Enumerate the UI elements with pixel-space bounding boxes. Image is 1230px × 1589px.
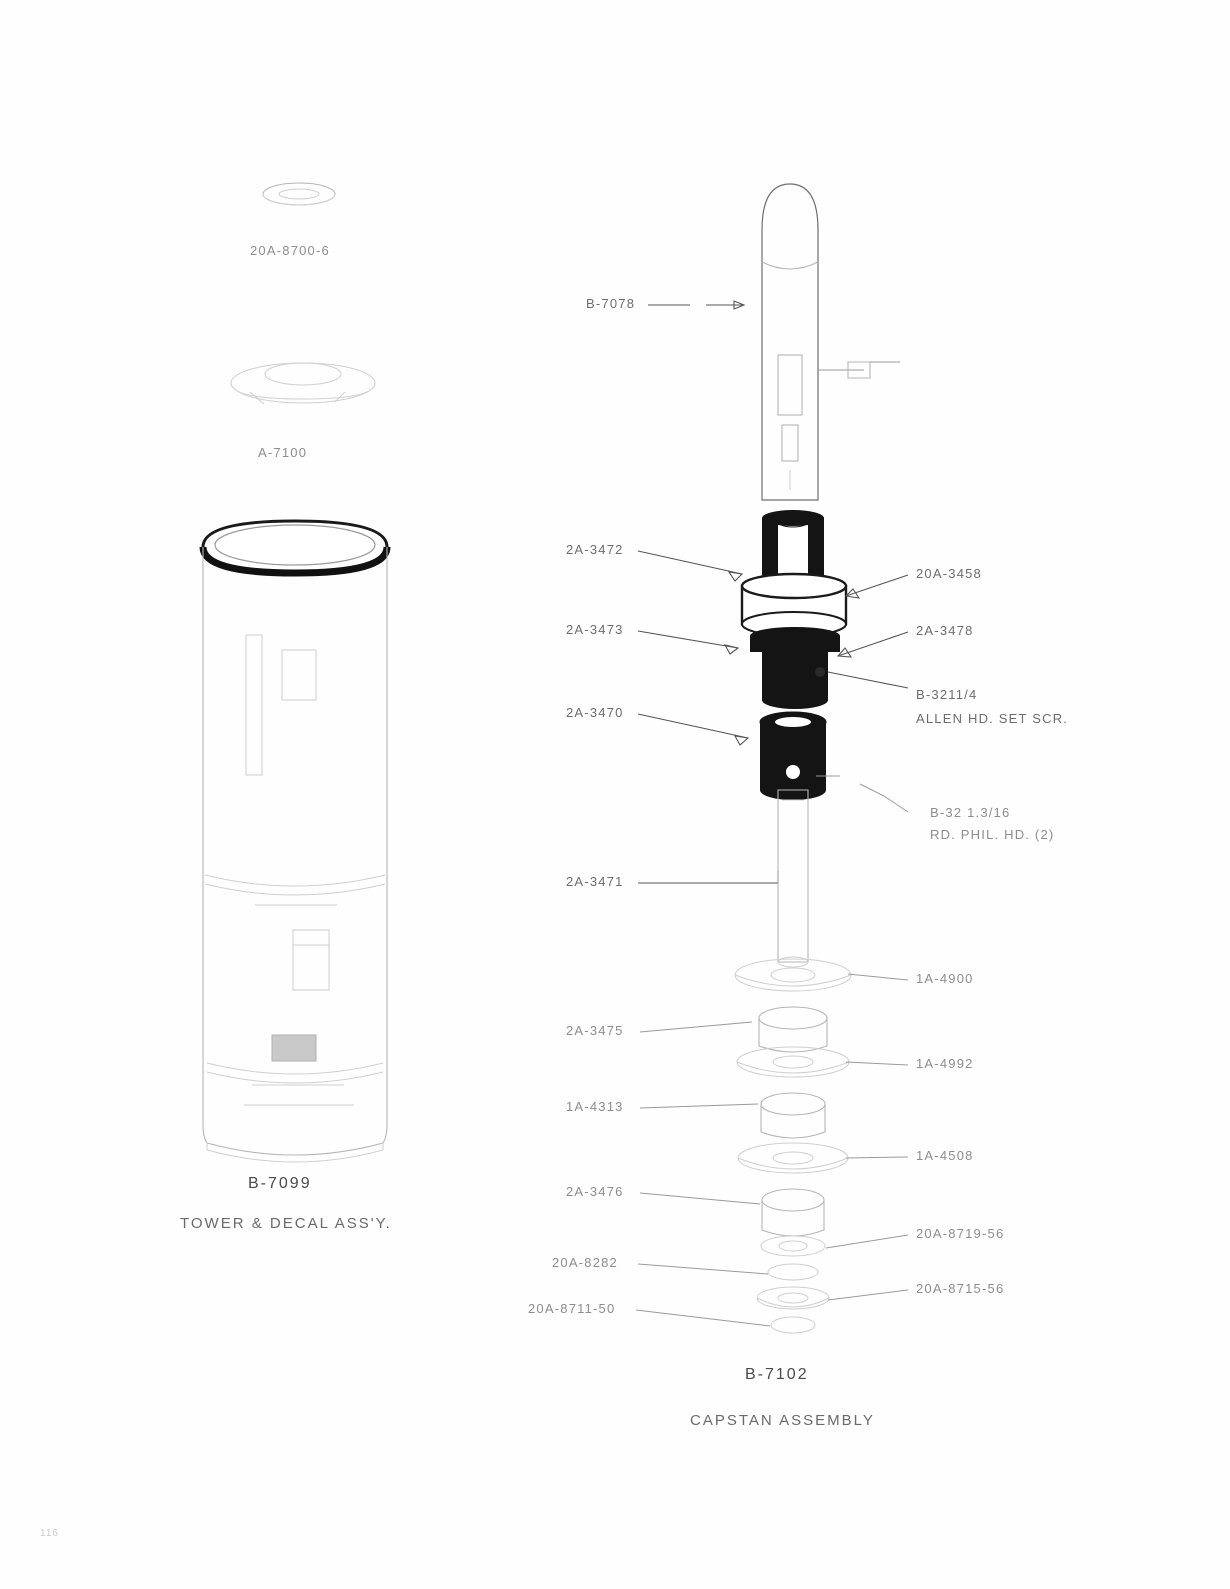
part-2A-3476-art [762, 1189, 824, 1236]
callout-2A-3476: 2A-3476 [566, 1184, 624, 1199]
leader-lines [636, 301, 908, 1326]
callout-2A-3473: 2A-3473 [566, 622, 624, 637]
part-2A-3478-art [750, 627, 840, 709]
callout-1A-4992: 1A-4992 [916, 1056, 974, 1071]
part-20A-8715-56-art [757, 1287, 829, 1309]
callout-B-32-1-3-16: B-32 1.3/16 [930, 805, 1011, 820]
callout-1A-4313: 1A-4313 [566, 1099, 624, 1114]
callout-20A-3458: 20A-3458 [916, 566, 982, 581]
callout-20A-8711-50: 20A-8711-50 [528, 1301, 616, 1316]
figure-label-B-7099: B-7099 [248, 1175, 312, 1192]
part-1A-4900-art [735, 959, 851, 991]
callout-B-7078: B-7078 [586, 296, 636, 311]
callout-20A-8719-56: 20A-8719-56 [916, 1226, 1005, 1241]
callout-2A-3475: 2A-3475 [566, 1023, 624, 1038]
part-2A-3471-art [778, 790, 808, 967]
figure-caption-tower-decal-assembly: TOWER & DECAL ASS'Y. [180, 1215, 392, 1232]
callout-20A-8282: 20A-8282 [552, 1255, 618, 1270]
part-20A-8719-56-art [761, 1236, 825, 1256]
part-20A-8282-art [768, 1264, 818, 1280]
part-2A-3475-art [759, 1007, 827, 1052]
figure-label-B-7102: B-7102 [745, 1366, 809, 1383]
callout-A-7100: A-7100 [258, 445, 308, 460]
part-B-7099-tower-art [203, 521, 387, 1162]
callout-allen-hd-set-screw: ALLEN HD. SET SCR. [916, 711, 1069, 726]
part-20A-3458-art [742, 574, 846, 636]
callout-1A-4900: 1A-4900 [916, 971, 974, 986]
part-B-7078-art [762, 184, 870, 500]
part-A-7100-art [231, 363, 375, 404]
callout-2A-3478: 2A-3478 [916, 623, 974, 638]
part-1A-4508-art [738, 1143, 848, 1173]
part-20A-8700-6-art [263, 183, 335, 205]
callout-B-3211-4: B-3211/4 [916, 687, 978, 702]
callout-2A-3470: 2A-3470 [566, 705, 624, 720]
figure-caption-capstan-assembly: CAPSTAN ASSEMBLY [690, 1412, 875, 1429]
page-number: 116 [40, 1528, 59, 1539]
part-1A-4992-art [737, 1047, 849, 1077]
part-20A-8711-50-art [771, 1317, 815, 1333]
part-1A-4313-art [761, 1093, 825, 1138]
callout-rd-phil-hd-2: RD. PHIL. HD. (2) [930, 827, 1055, 842]
part-2A-3470-art [760, 712, 826, 800]
callout-20A-8715-56: 20A-8715-56 [916, 1281, 1005, 1296]
callout-20A-8700-6: 20A-8700-6 [250, 243, 330, 258]
callout-2A-3472: 2A-3472 [566, 542, 624, 557]
callout-2A-3471: 2A-3471 [566, 874, 624, 889]
part-2A-3472-art [762, 510, 824, 586]
callout-1A-4508: 1A-4508 [916, 1148, 974, 1163]
